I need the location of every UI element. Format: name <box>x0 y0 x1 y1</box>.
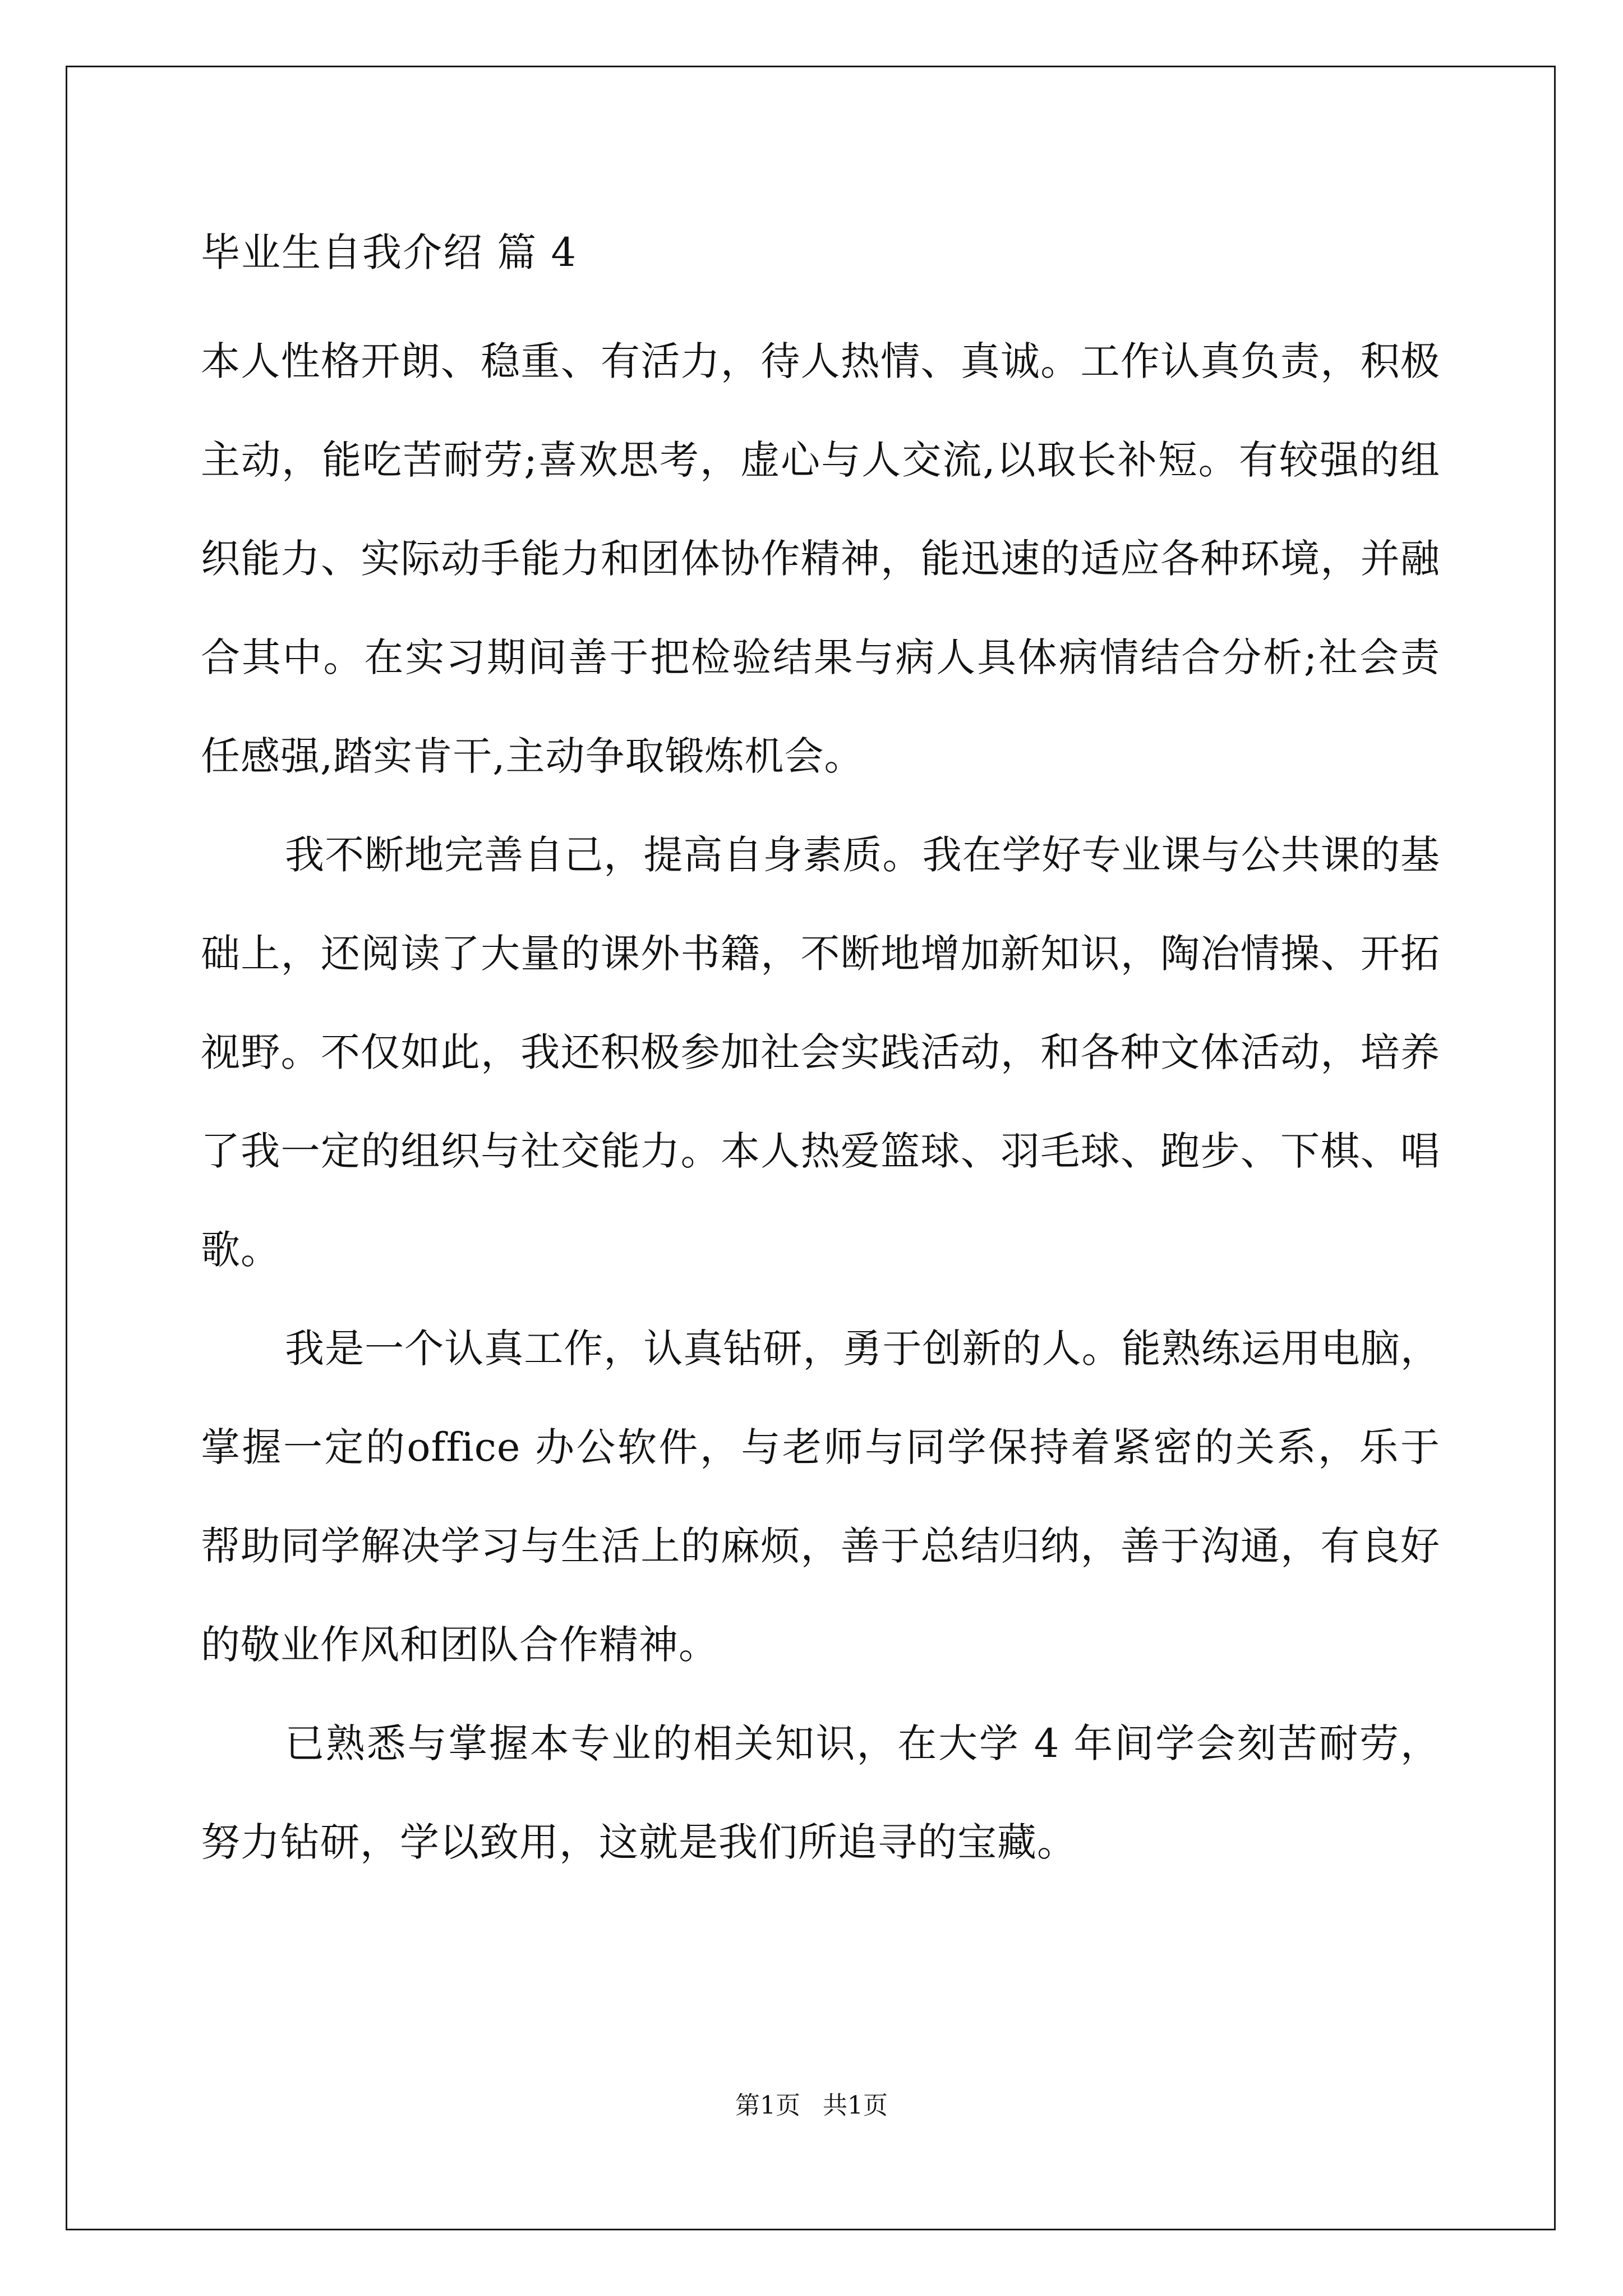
paragraph-1: 本人性格开朗、稳重、有活力，待人热情、真诚。工作认真负责，积极主动，能吃苦耐劳;喜欢思考，虚心与人交流,以取长补短。有较强的组织能力、实际动手能力和团体协作精神，能迅速的适应各种环境，并融合其中。在实习期间善于把检验结果与病人具体病情结合分析;社会责任感强,踏实肯干,主动争取锻炼机会。 <box>201 338 1440 779</box>
paragraph-2: 我不断地完善自己，提高自身素质。我在学好专业课与公共课的基础上，还阅读了大量的课外书籍，不断地增加新知识，陶冶情操、开拓视野。不仅如此，我还积极参加社会实践活动，和各种文体活动，培养了我一定的组织与社交能力。本人热爱篮球、羽毛球、跑步、下棋、唱歌。 <box>201 832 1440 1273</box>
document-title: 毕业生自我介绍 篇 4 <box>201 229 578 275</box>
page-number-total: 共1页 <box>823 2091 888 2120</box>
paragraph-3: 我是一个认真工作，认真钻研，勇于创新的人。能熟练运用电脑，掌握一定的office 办公软件，与老师与同学保持着紧密的关系，乐于帮助同学解决学习与生活上的麻烦，善于总结归纳，善于沟通，有良好的敬业作风和团队合作精神。 <box>201 1326 1440 1668</box>
page-number-current: 第1页 <box>735 2091 800 2120</box>
paragraph-4: 已熟悉与掌握本专业的相关知识，在大学 4 年间学会刻苦耐劳，努力钻研，学以致用，这就是我们所追寻的宝藏。 <box>201 1720 1440 1865</box>
document-body <box>201 213 1440 1892</box>
page-footer <box>0 2089 1623 2123</box>
